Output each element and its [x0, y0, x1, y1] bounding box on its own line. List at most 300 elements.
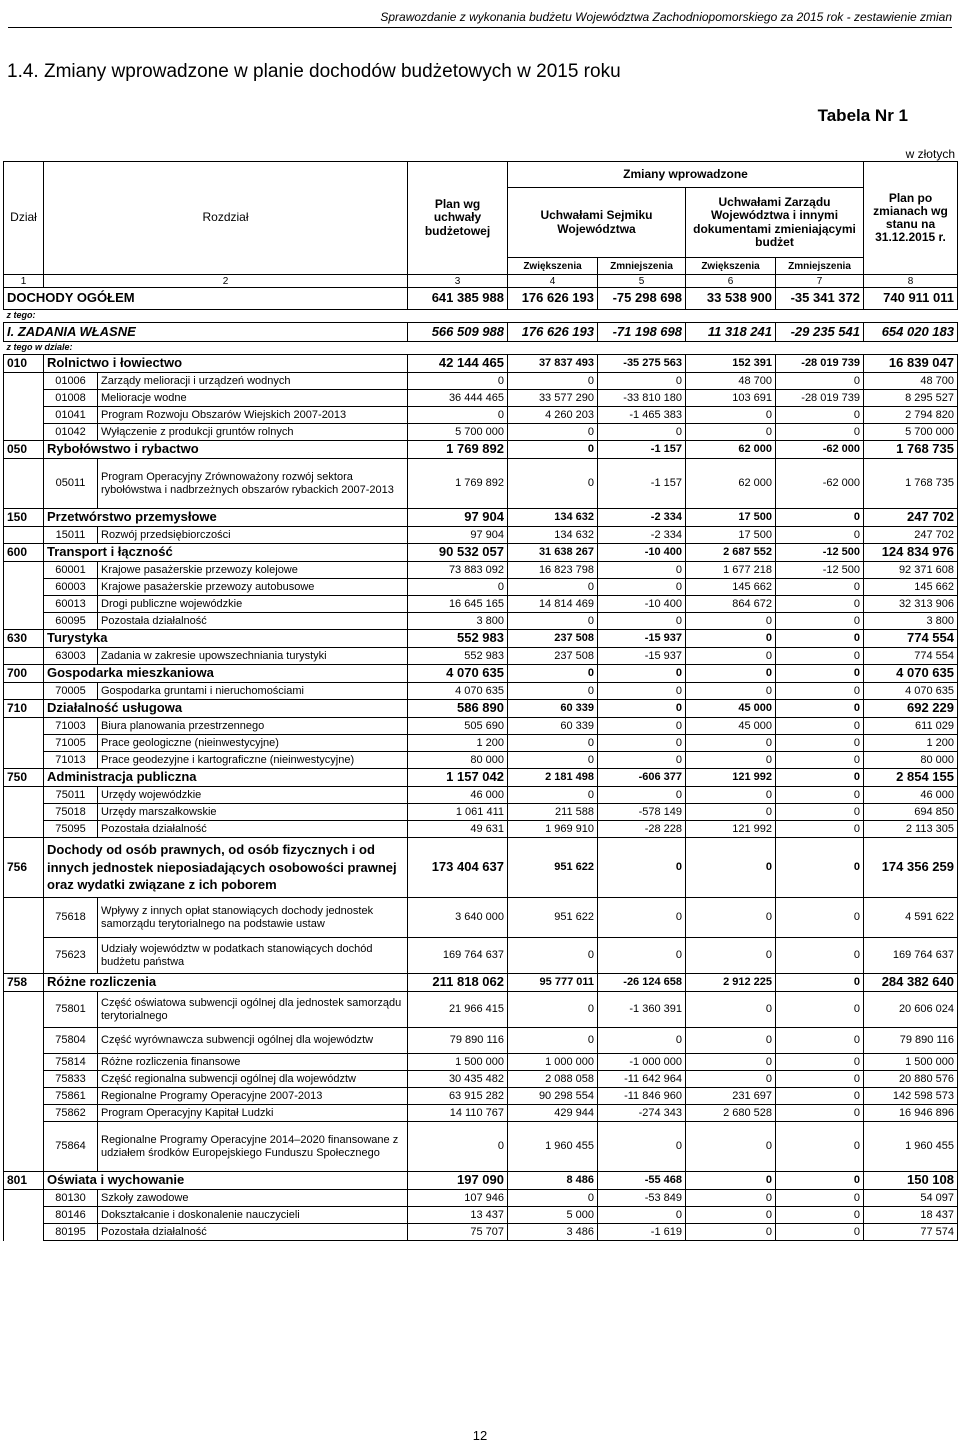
cell: 176 626 193: [508, 323, 598, 342]
cell: 0: [408, 373, 508, 390]
cell: 20 606 024: [864, 992, 958, 1028]
rozdzial-row: [4, 752, 958, 769]
cell: 46 000: [408, 787, 508, 804]
rozdzial-code: 75018: [44, 804, 98, 821]
rozdzial-row: [4, 1028, 958, 1054]
indent-cell: [4, 1088, 44, 1105]
cell: 211 588: [508, 804, 598, 821]
cell: 247 702: [864, 527, 958, 544]
cell: 107 946: [408, 1190, 508, 1207]
dzial-row: [4, 509, 958, 527]
total-label: DOCHODY OGÓŁEM: [4, 288, 408, 310]
rozdzial-code: 60013: [44, 596, 98, 613]
rozdzial-name: Krajowe pasażerskie przewozy autobusowe: [98, 579, 408, 596]
cell: 654 020 183: [864, 323, 958, 342]
rozdzial-name: Część wyrównawcza subwencji ogólnej dla województw: [98, 1028, 408, 1054]
colnum-4: 4: [508, 275, 598, 288]
cell: 0: [508, 665, 598, 683]
rozdzial-row: [4, 683, 958, 700]
note-z-tego-w-dziale: z tego w dziale:: [4, 342, 958, 355]
cell: 1 000 000: [508, 1054, 598, 1071]
rozdzial-code: 75011: [44, 787, 98, 804]
rozdzial-row: [4, 787, 958, 804]
dzial-name: Przetwórstwo przemysłowe: [44, 509, 408, 527]
cell: 169 764 637: [864, 938, 958, 974]
cell: 0: [686, 1172, 776, 1190]
dzial-name: Dochody od osób prawnych, od osób fizycznych i od innych jednostek nieposiadających osobowości prawnej oraz wydatki związane z ich poborem: [44, 838, 408, 898]
indent-cell: [4, 752, 44, 769]
rozdzial-name: Szkoły zawodowe: [98, 1190, 408, 1207]
cell: 0: [686, 1071, 776, 1088]
cell: 97 904: [408, 527, 508, 544]
rozdzial-name: Udziały województw w podatkach stanowiących dochód budżetu państwa: [98, 938, 408, 974]
rozdzial-row: [4, 407, 958, 424]
cell: 62 000: [686, 441, 776, 459]
cell: 8 486: [508, 1172, 598, 1190]
cell: -33 810 180: [598, 390, 686, 407]
indent-cell: [4, 1071, 44, 1088]
colnum-3: 3: [408, 275, 508, 288]
cell: 0: [598, 683, 686, 700]
rozdzial-name: Program Operacyjny Zrównoważony rozwój sektora rybołówstwa i nadbrzeżnych obszarów rybackich 2007-2013: [98, 459, 408, 509]
rozdzial-name: Program Rozwoju Obszarów Wiejskich 2007-2013: [98, 407, 408, 424]
cell: 4 591 622: [864, 898, 958, 938]
cell: 0: [776, 613, 864, 630]
indent-cell: [4, 1122, 44, 1172]
rozdzial-row: [4, 1122, 958, 1172]
cell: 0: [508, 787, 598, 804]
rozdzial-code: 80146: [44, 1207, 98, 1224]
cell: 0: [508, 613, 598, 630]
cell: 33 577 290: [508, 390, 598, 407]
cell: -2 334: [598, 509, 686, 527]
cell: 774 554: [864, 648, 958, 665]
rozdzial-name: Pozostała działalność: [98, 613, 408, 630]
cell: 0: [508, 373, 598, 390]
rozdzial-name: Krajowe pasażerskie przewozy kolejowe: [98, 562, 408, 579]
rozdzial-code: 75804: [44, 1028, 98, 1054]
cell: 32 313 906: [864, 596, 958, 613]
cell: 1 157 042: [408, 769, 508, 787]
rozdzial-row: [4, 1190, 958, 1207]
cell: 103 691: [686, 390, 776, 407]
cell: 0: [598, 787, 686, 804]
indent-cell: [4, 683, 44, 700]
rozdzial-row: [4, 1071, 958, 1088]
cell: 92 371 608: [864, 562, 958, 579]
cell: 1 677 218: [686, 562, 776, 579]
dzial-name: Gospodarka mieszkaniowa: [44, 665, 408, 683]
cell: 0: [686, 804, 776, 821]
cell: 1 200: [864, 735, 958, 752]
cell: 37 837 493: [508, 355, 598, 373]
dzial-code: 710: [4, 700, 44, 718]
cell: 0: [508, 424, 598, 441]
cell: -62 000: [776, 459, 864, 509]
indent-cell: [4, 1054, 44, 1071]
cell: 1 500 000: [864, 1054, 958, 1071]
cell: 1 969 910: [508, 821, 598, 838]
cell: 864 672: [686, 596, 776, 613]
cell: 552 983: [408, 648, 508, 665]
colnum-1: 1: [4, 275, 44, 288]
cell: 0: [776, 735, 864, 752]
header-plan: Plan wg uchwały budżetowej: [408, 162, 508, 275]
cell: 121 992: [686, 821, 776, 838]
cell: 62 000: [686, 459, 776, 509]
rozdzial-code: 01008: [44, 390, 98, 407]
dzial-code: 600: [4, 544, 44, 562]
indent-cell: [4, 562, 44, 579]
cell: 13 437: [408, 1207, 508, 1224]
rozdzial-name: Część regionalna subwencji ogólnej dla województw: [98, 1071, 408, 1088]
cell: 0: [686, 1054, 776, 1071]
dzial-row: [4, 441, 958, 459]
cell: 0: [686, 992, 776, 1028]
cell: 145 662: [864, 579, 958, 596]
cell: 31 638 267: [508, 544, 598, 562]
cell: 0: [776, 1122, 864, 1172]
rozdzial-row: [4, 1207, 958, 1224]
cell: 0: [686, 613, 776, 630]
indent-cell: [4, 596, 44, 613]
cell: 0: [598, 838, 686, 898]
rozdzial-name: Prace geologiczne (nieinwestycyjne): [98, 735, 408, 752]
cell: 4 070 635: [408, 665, 508, 683]
cell: 63 915 282: [408, 1088, 508, 1105]
cell: -12 500: [776, 544, 864, 562]
cell: 36 444 465: [408, 390, 508, 407]
rozdzial-row: [4, 562, 958, 579]
cell: -1 000 000: [598, 1054, 686, 1071]
cell: 237 508: [508, 630, 598, 648]
cell: -53 849: [598, 1190, 686, 1207]
colnum-8: 8: [864, 275, 958, 288]
cell: 90 532 057: [408, 544, 508, 562]
cell: 1 768 735: [864, 459, 958, 509]
cell: 0: [686, 630, 776, 648]
cell: 169 764 637: [408, 938, 508, 974]
rozdzial-name: Dokształcanie i doskonalenie nauczycieli: [98, 1207, 408, 1224]
cell: 0: [686, 648, 776, 665]
cell: 0: [686, 424, 776, 441]
cell: 30 435 482: [408, 1071, 508, 1088]
colnum-7: 7: [776, 275, 864, 288]
cell: -1 465 383: [598, 407, 686, 424]
dzial-row: [4, 838, 958, 898]
cell: 79 890 116: [408, 1028, 508, 1054]
revenue-changes-table: [3, 161, 958, 1241]
rozdzial-name: Drogi publiczne wojewódzkie: [98, 596, 408, 613]
rozdzial-code: 05011: [44, 459, 98, 509]
header-zmiany: Zmiany wprowadzone: [508, 162, 864, 188]
header-zm2: Zmniejszenia: [776, 258, 864, 275]
cell: 0: [508, 735, 598, 752]
header-rule: [8, 27, 952, 28]
rozdzial-row: [4, 718, 958, 735]
rozdzial-name: Pozostała działalność: [98, 821, 408, 838]
cell: -1 157: [598, 459, 686, 509]
rozdzial-code: 60003: [44, 579, 98, 596]
indent-cell: [4, 1105, 44, 1122]
cell: 14 110 767: [408, 1105, 508, 1122]
dzial-name: Oświata i wychowanie: [44, 1172, 408, 1190]
cell: -1 360 391: [598, 992, 686, 1028]
cell: 0: [598, 373, 686, 390]
indent-cell: [4, 787, 44, 804]
dzial-row: [4, 700, 958, 718]
cell: -10 400: [598, 596, 686, 613]
page-number: 12: [472, 1428, 488, 1443]
dzial-row: [4, 974, 958, 992]
rozdzial-code: 75833: [44, 1071, 98, 1088]
cell: 0: [776, 509, 864, 527]
dzial-name: Rolnictwo i łowiectwo: [44, 355, 408, 373]
cell: 0: [686, 898, 776, 938]
cell: 4 070 635: [864, 683, 958, 700]
header-plan-po: Plan po zmianach wg stanu na 31.12.2015 r.: [864, 162, 958, 275]
cell: 16 946 896: [864, 1105, 958, 1122]
dzial-name: Administracja publiczna: [44, 769, 408, 787]
cell: 0: [598, 752, 686, 769]
cell: 0: [508, 1028, 598, 1054]
rozdzial-code: 75095: [44, 821, 98, 838]
dzial-code: 758: [4, 974, 44, 992]
unit-note: w złotych: [905, 147, 955, 161]
header-dzial: Dział: [4, 162, 44, 275]
cell: 3 486: [508, 1224, 598, 1241]
cell: 0: [598, 613, 686, 630]
indent-cell: [4, 1224, 44, 1241]
indent-cell: [4, 804, 44, 821]
cell: 2 113 305: [864, 821, 958, 838]
indent-cell: [4, 613, 44, 630]
indent-cell: [4, 648, 44, 665]
rozdzial-code: 75801: [44, 992, 98, 1028]
cell: 197 090: [408, 1172, 508, 1190]
cell: 0: [776, 630, 864, 648]
cell: 0: [776, 752, 864, 769]
cell: -55 468: [598, 1172, 686, 1190]
dzial-code: 801: [4, 1172, 44, 1190]
rozdzial-name: Prace geodezyjne i kartograficzne (nieinwestycyjne): [98, 752, 408, 769]
rozdzial-name: Różne rozliczenia finansowe: [98, 1054, 408, 1071]
cell: 2 687 552: [686, 544, 776, 562]
cell: 1 768 735: [864, 441, 958, 459]
cell: 0: [598, 579, 686, 596]
cell: 0: [508, 683, 598, 700]
cell: -1 619: [598, 1224, 686, 1241]
cell: 4 260 203: [508, 407, 598, 424]
cell: 152 391: [686, 355, 776, 373]
cell: 692 229: [864, 700, 958, 718]
cell: 45 000: [686, 718, 776, 735]
cell: 124 834 976: [864, 544, 958, 562]
rozdzial-name: Urzędy wojewódzkie: [98, 787, 408, 804]
cell: 5 700 000: [864, 424, 958, 441]
rozdzial-code: 01041: [44, 407, 98, 424]
rozdzial-code: 60001: [44, 562, 98, 579]
cell: -35 341 372: [776, 288, 864, 310]
rozdzial-code: 01042: [44, 424, 98, 441]
cell: 0: [598, 562, 686, 579]
cell: 231 697: [686, 1088, 776, 1105]
cell: -578 149: [598, 804, 686, 821]
cell: -1 157: [598, 441, 686, 459]
cell: 0: [598, 1207, 686, 1224]
cell: 0: [598, 735, 686, 752]
dzial-name: Różne rozliczenia: [44, 974, 408, 992]
cell: 0: [686, 787, 776, 804]
rozdzial-row: [4, 938, 958, 974]
cell: 97 904: [408, 509, 508, 527]
cell: -12 500: [776, 562, 864, 579]
cell: 16 839 047: [864, 355, 958, 373]
cell: -15 937: [598, 630, 686, 648]
cell: 2 854 155: [864, 769, 958, 787]
cell: 0: [776, 898, 864, 938]
cell: 0: [598, 700, 686, 718]
rozdzial-code: 80195: [44, 1224, 98, 1241]
indent-cell: [4, 1028, 44, 1054]
dzial-row: [4, 355, 958, 373]
cell: 611 029: [864, 718, 958, 735]
indent-cell: [4, 1207, 44, 1224]
dzial-code: 630: [4, 630, 44, 648]
header-zw1: Zwiększenia: [508, 258, 598, 275]
cell: 0: [598, 898, 686, 938]
cell: -28 019 739: [776, 390, 864, 407]
cell: 0: [686, 752, 776, 769]
cell: 0: [776, 787, 864, 804]
own-tasks-row: [4, 323, 958, 342]
header-zm1: Zmniejszenia: [598, 258, 686, 275]
rozdzial-name: Wyłączenie z produkcji gruntów rolnych: [98, 424, 408, 441]
cell: 0: [508, 938, 598, 974]
rozdzial-name: Urzędy marszałkowskie: [98, 804, 408, 821]
cell: 0: [686, 1122, 776, 1172]
cell: 1 960 455: [864, 1122, 958, 1172]
dzial-name: Rybołówstwo i rybactwo: [44, 441, 408, 459]
cell: 0: [776, 700, 864, 718]
rozdzial-code: 75623: [44, 938, 98, 974]
rozdzial-code: 75864: [44, 1122, 98, 1172]
rozdzial-name: Biura planowania przestrzennego: [98, 718, 408, 735]
rozdzial-code: 15011: [44, 527, 98, 544]
cell: 0: [776, 992, 864, 1028]
cell: 641 385 988: [408, 288, 508, 310]
cell: 3 640 000: [408, 898, 508, 938]
cell: -10 400: [598, 544, 686, 562]
cell: 0: [508, 752, 598, 769]
rozdzial-code: 63003: [44, 648, 98, 665]
indent-cell: [4, 424, 44, 441]
rozdzial-row: [4, 821, 958, 838]
cell: 17 500: [686, 509, 776, 527]
cell: 429 944: [508, 1105, 598, 1122]
cell: 1 200: [408, 735, 508, 752]
cell: -606 377: [598, 769, 686, 787]
rozdzial-row: [4, 1088, 958, 1105]
cell: 42 144 465: [408, 355, 508, 373]
cell: 0: [408, 407, 508, 424]
rozdzial-row: [4, 373, 958, 390]
own-label: I. ZADANIA WŁASNE: [4, 323, 408, 342]
cell: 0: [776, 665, 864, 683]
cell: 0: [776, 527, 864, 544]
rozdzial-code: 71003: [44, 718, 98, 735]
rozdzial-code: 75814: [44, 1054, 98, 1071]
cell: 174 356 259: [864, 838, 958, 898]
cell: 1 960 455: [508, 1122, 598, 1172]
cell: -35 275 563: [598, 355, 686, 373]
cell: 0: [776, 769, 864, 787]
cell: 247 702: [864, 509, 958, 527]
rozdzial-name: Zadania w zakresie upowszechniania turystyki: [98, 648, 408, 665]
cell: 33 538 900: [686, 288, 776, 310]
rozdzial-name: Rozwój przedsiębiorczości: [98, 527, 408, 544]
colnum-2: 2: [44, 275, 408, 288]
cell: -2 334: [598, 527, 686, 544]
cell: 0: [686, 735, 776, 752]
rozdzial-row: [4, 424, 958, 441]
cell: 0: [776, 373, 864, 390]
cell: 0: [686, 838, 776, 898]
cell: -71 198 698: [598, 323, 686, 342]
dzial-code: 756: [4, 838, 44, 898]
rozdzial-code: 75862: [44, 1105, 98, 1122]
indent-cell: [4, 579, 44, 596]
running-header: Sprawozdanie z wykonania budżetu Województwa Zachodniopomorskiego za 2015 rok - zestawienie zmian: [380, 10, 952, 24]
cell: 0: [776, 424, 864, 441]
cell: 60 339: [508, 700, 598, 718]
cell: 80 000: [864, 752, 958, 769]
cell: 0: [776, 1172, 864, 1190]
cell: 90 298 554: [508, 1088, 598, 1105]
cell: 0: [598, 424, 686, 441]
cell: -29 235 541: [776, 323, 864, 342]
cell: 0: [776, 718, 864, 735]
cell: 48 700: [864, 373, 958, 390]
cell: 951 622: [508, 898, 598, 938]
rozdzial-code: 75861: [44, 1088, 98, 1105]
dzial-code: 010: [4, 355, 44, 373]
cell: 142 598 573: [864, 1088, 958, 1105]
cell: 0: [776, 838, 864, 898]
indent-cell: [4, 407, 44, 424]
cell: 2 794 820: [864, 407, 958, 424]
cell: -75 298 698: [598, 288, 686, 310]
table-number: Tabela Nr 1: [817, 106, 908, 125]
rozdzial-row: [4, 735, 958, 752]
cell: 505 690: [408, 718, 508, 735]
cell: 1 769 892: [408, 441, 508, 459]
dzial-code: 750: [4, 769, 44, 787]
cell: 0: [776, 1028, 864, 1054]
indent-cell: [4, 735, 44, 752]
cell: 694 850: [864, 804, 958, 821]
cell: 0: [776, 821, 864, 838]
cell: 134 632: [508, 509, 598, 527]
rozdzial-row: [4, 648, 958, 665]
dzial-row: [4, 769, 958, 787]
cell: 46 000: [864, 787, 958, 804]
cell: 11 318 241: [686, 323, 776, 342]
cell: -28 228: [598, 821, 686, 838]
cell: 49 631: [408, 821, 508, 838]
cell: 586 890: [408, 700, 508, 718]
cell: 0: [776, 579, 864, 596]
